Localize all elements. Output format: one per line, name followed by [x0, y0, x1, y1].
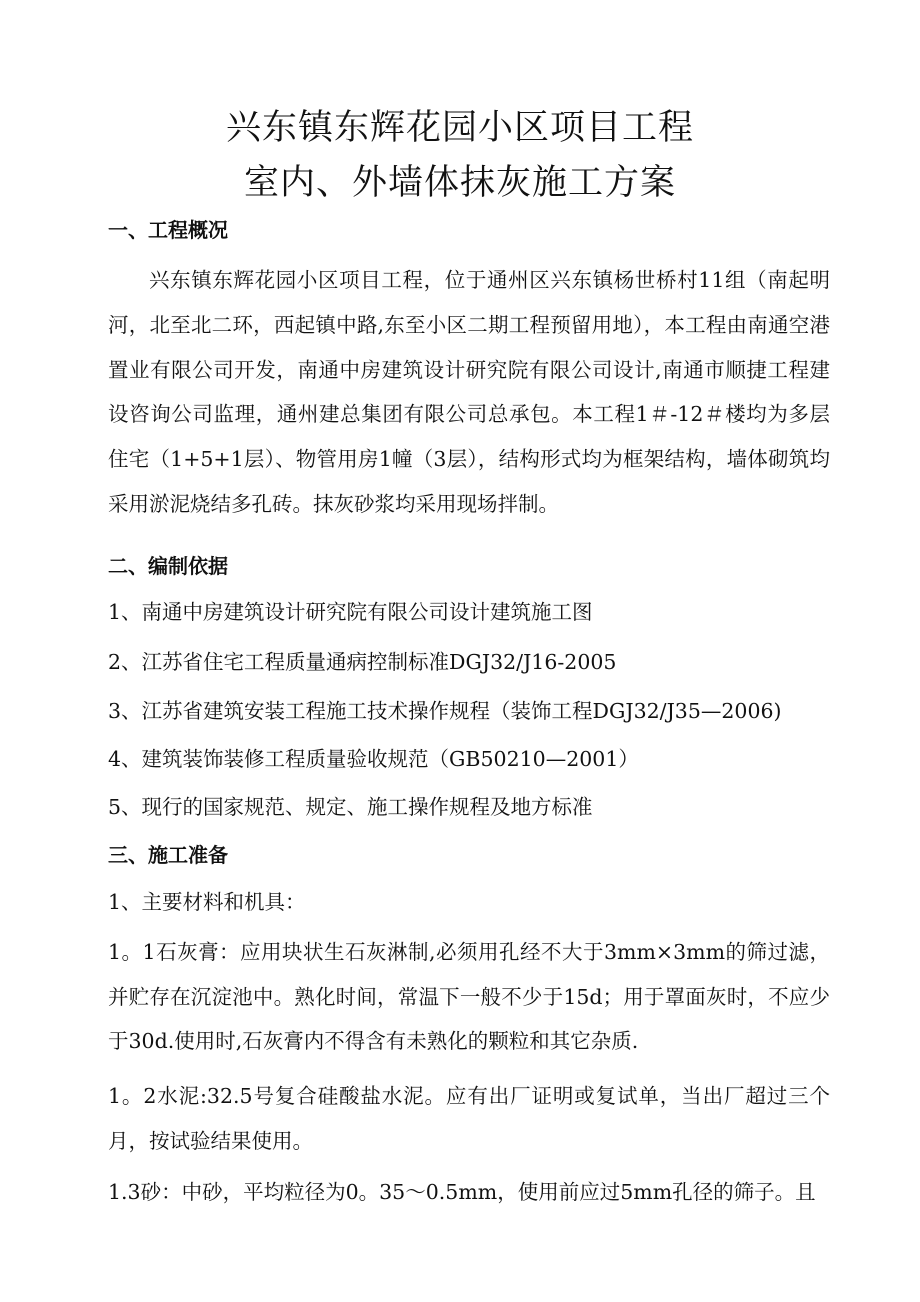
document-title-line1: 兴东镇东辉花园小区项目工程 — [225, 108, 694, 148]
document-title-line2: 室内、外墙体抹灰施工方案 — [243, 163, 676, 203]
basis-item-1: 1、南通中房建筑设计研究院有限公司设计建筑施工图 — [108, 600, 593, 624]
section-heading-overview: 一、工程概况 — [108, 218, 228, 242]
material-item-sand: 1.3砂：中砂，平均粒径为0。35～0.5mm，使用前应过5mm孔径的筛子。且 — [108, 1180, 816, 1204]
basis-item-2: 2、江苏省住宅工程质量通病控制标准DGJ32/J16-2005 — [108, 650, 617, 674]
material-item-lime-paste: 1。1石灰膏：应用块状生石灰淋制,必须用孔经不大于3mm×3mm的筛过滤，并贮存在沉淀池中。熟化时间，常温下一般不少于15d；用于罩面灰时，不应少于30d.使用时,石灰膏内不得含有未熟化的颗粒和其它杂质. — [108, 940, 830, 1053]
basis-item-4: 4、建筑装饰装修工程质量验收规范（GB50210—2001） — [108, 747, 639, 771]
preparation-subheading-materials: 1、主要材料和机具： — [108, 890, 306, 914]
basis-item-5: 5、现行的国家规范、规定、施工操作规程及地方标准 — [108, 795, 593, 819]
section-heading-preparation: 三、施工准备 — [108, 843, 228, 867]
basis-item-3: 3、江苏省建筑安装工程施工技术操作规程（装饰工程DGJ32/J35—2006) — [108, 699, 782, 723]
material-item-cement: 1。2水泥:32.5号复合硅酸盐水泥。应有出厂证明或复试单，当出厂超过三个月，按试验结果使用。 — [108, 1084, 830, 1153]
section-heading-basis: 二、编制依据 — [108, 554, 228, 578]
overview-paragraph: 兴东镇东辉花园小区项目工程，位于通州区兴东镇杨世桥村11组（南起明河，北至北二环，西起镇中路,东至小区二期工程预留用地），本工程由南通空港置业有限公司开发，南通中房建筑设计研究院有限公司设计,南通市顺捷工程建设咨询公司监理，通州建总集团有限公司总承包。本工程1＃-12＃楼均为多层住宅（1+5+1层）、物管用房1幢（3层），结构形式均为框架结构，墙体砌筑均采用淤泥烧结多孔砖。抹灰砂浆均采用现场拌制。 — [108, 268, 830, 516]
